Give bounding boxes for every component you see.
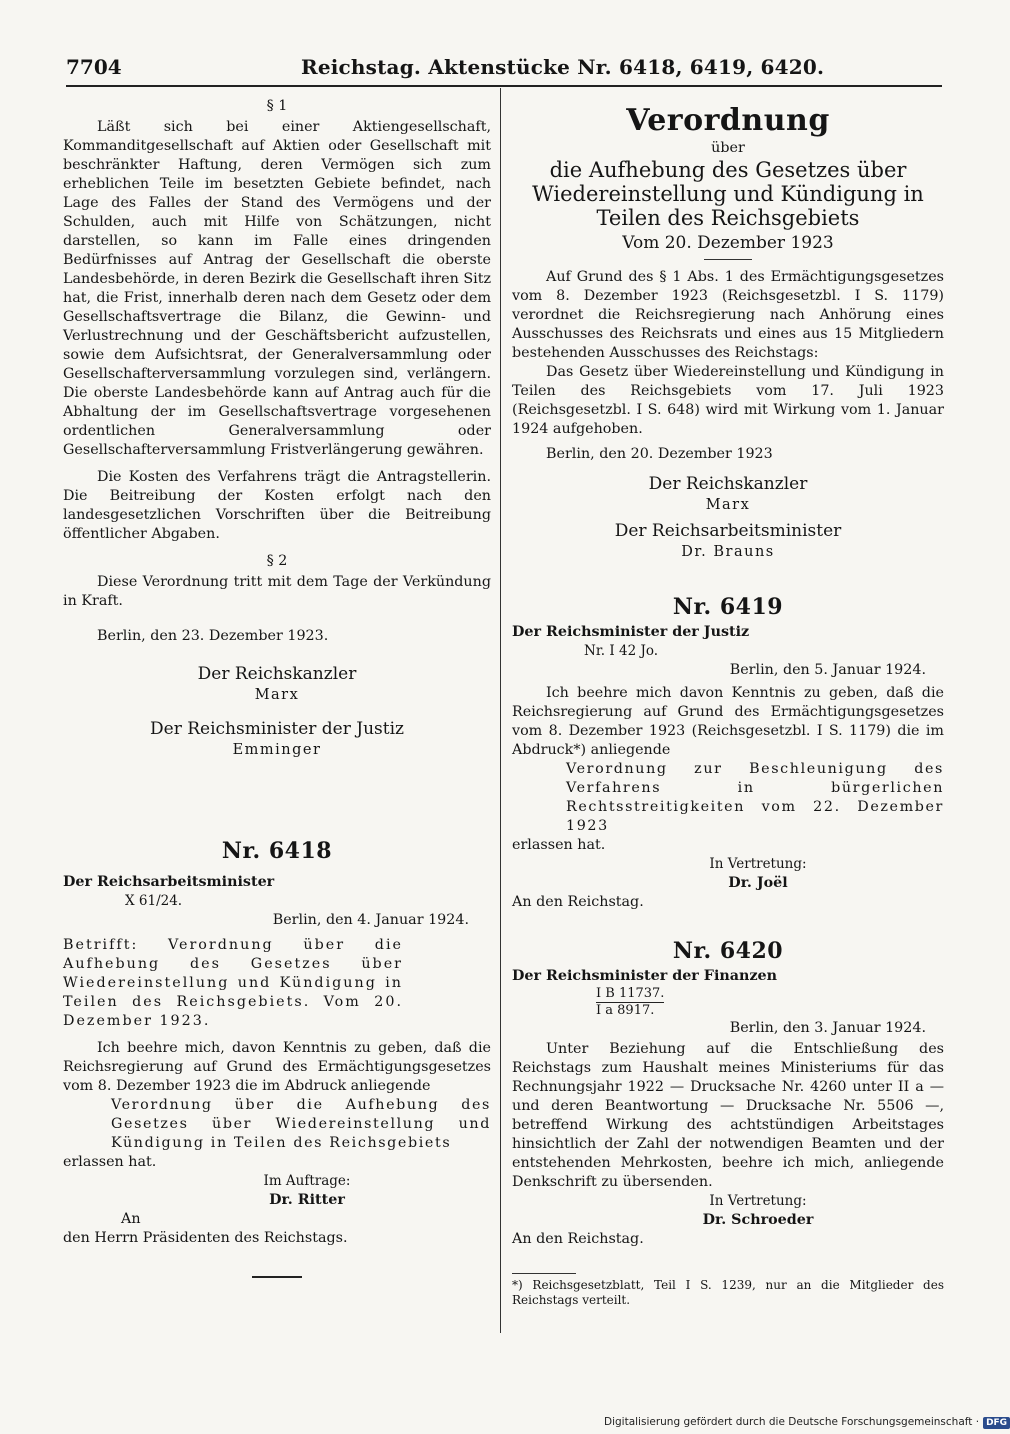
footnote: *) Reichsgesetzblatt, Teil I S. 1239, nur an die Mitglieder des Reichstags verteilt.	[512, 1278, 944, 1307]
left-end-rule	[252, 1276, 302, 1278]
header-rule	[66, 85, 942, 87]
nr-6418-an: An	[121, 1211, 141, 1227]
credit-text: Digitalisierung gefördert durch die Deutsche Forschungsgemeinschaft ·	[604, 1416, 980, 1428]
running-header	[66, 55, 942, 83]
nr-6420-ref-top: I B 11737.	[596, 986, 665, 1001]
verordnung-subtitle: die Aufhebung des Gesetzes über Wiedereinstellung und Kündigung in Teilen des Reichsgebiets	[532, 158, 924, 230]
nr-6420-ref-bottom: I a 8917.	[596, 1003, 655, 1018]
right-sig-office-2: Der Reichsarbeitsminister	[614, 521, 842, 541]
nr-6420-title: Nr. 6420	[672, 938, 784, 964]
nr-6419-date: Berlin, den 5. Januar 1924.	[729, 662, 926, 678]
right-date-place: Berlin, den 20. Dezember 1923	[546, 446, 773, 462]
nr-6420-addressee: An den Reichstag.	[512, 1231, 644, 1247]
verordnung-body: Das Gesetz über Wiedereinstellung und Kündigung in Teilen des Reichsgebiets vom 17. Juli 1923 (Reichsgesetzbl. I S. 648) wird mit Wirkung vom 1. Januar 1924 aufgehoben.	[512, 364, 944, 437]
nr-6419-file-ref: Nr. I 42 Jo.	[584, 643, 659, 659]
nr-6420-ref-block	[512, 986, 944, 1019]
page-number: 7704	[66, 55, 122, 79]
right-column	[512, 97, 944, 1308]
nr-6419-erlassen: erlassen hat.	[512, 837, 606, 853]
nr-6419-vertretung: In Vertretung:	[709, 856, 807, 872]
verordnung-rule	[704, 259, 752, 260]
nr-6420-signer: Dr. Schroeder	[702, 1212, 814, 1228]
verordnung-date: Vom 20. Dezember 1923	[622, 233, 834, 253]
nr-6420-text: Unter Beziehung auf die Entschließung des Reichstags zum Haushalt meines Ministeriums für das Rechnungsjahr 1922 — Drucksache Nr. 4260 unter II a — und deren Beantwortung — Drucksache Nr. 5506 —, betreffend Wirkung des achtstündigen Arbeitstages hinsichtlich der Zahl der notwendigen Beamten und der entstehenden Mehrkosten, beehre ich mich, anliegende Denkschrift zu übersenden.	[512, 1041, 944, 1190]
section-1-heading: § 1	[266, 98, 288, 114]
nr-6418-file-ref: X 61/24.	[125, 893, 183, 909]
header-title: Reichstag. Aktenstücke Nr. 6418, 6419, 6420.	[301, 55, 825, 79]
section-2-text: Diese Verordnung tritt mit dem Tage der Verkündung in Kraft.	[63, 574, 491, 609]
nr-6418-addressee: den Herrn Präsidenten des Reichstags.	[63, 1230, 348, 1246]
verordnung-preamble: Auf Grund des § 1 Abs. 1 des Ermächtigungsgesetzes vom 8. Dezember 1923 (Reichsgesetzbl. I S. 1179) verordnet die Reichsregierung nach Anhörung eines Ausschusses des Reichsrats und eines aus 15 Mitgliedern bestehenden Ausschusses des Reichstags:	[512, 269, 944, 361]
verordnung-title: Verordnung	[626, 103, 830, 138]
right-sig-name-1: Marx	[705, 497, 751, 513]
nr-6418-letter-text: Ich beehre mich, davon Kenntnis zu geben, daß die Reichsregierung auf Grund des Ermächtigungsgesetzes vom 8. Dezember 1923 die im Abdruck anliegende	[63, 1040, 491, 1094]
column-divider	[500, 88, 501, 1333]
left-sig-name-2: Emminger	[232, 742, 322, 758]
right-sig-office-1: Der Reichskanzler	[648, 474, 808, 494]
left-sig-office-1: Der Reichskanzler	[197, 664, 357, 684]
nr-6420-vertretung: In Vertretung:	[709, 1193, 807, 1209]
nr-6418-auftrag: Im Auftrage:	[263, 1173, 351, 1189]
digitization-credit	[604, 1416, 1010, 1429]
right-sig-name-2: Dr. Brauns	[681, 544, 775, 560]
nr-6419-title: Nr. 6419	[672, 594, 784, 620]
dfg-logo: DFG	[983, 1417, 1010, 1429]
nr-6419-sender: Der Reichsminister der Justiz	[512, 624, 750, 640]
left-column	[63, 97, 491, 1278]
costs-text: Die Kosten des Verfahrens trägt die Antragstellerin. Die Beitreibung der Kosten erfolgt nach den landesgesetzlichen Vorschriften über die Beitreibung öffentlicher Abgaben.	[63, 469, 491, 542]
footnote-rule	[512, 1273, 576, 1274]
section-1-text: Läßt sich bei einer Aktiengesellschaft, Kommanditgesellschaft auf Aktien oder Gesellschaft mit beschränkter Haftung, deren Vermögen sich zum erheblichen Teile im besetzten Gebiete befindet, nach Lage des Falles der Stand des Vermögens und der Schulden, auch mit Hilfe von Schätzungen, nicht darstellen, so kann im Falle eines dringenden Bedürfnisses auf Antrag der Gesellschaft die oberste Landesbehörde, in deren Bezirk die Gesellschaft ihren Sitz hat, die Frist, innerhalb deren nach dem Gesetz oder dem Gesellschaftsvertrage die Bilanz, die Gewinn- und Verlustrechnung und der Geschäftsbericht aufzustellen, sowie dem Aufsichtsrat, der Generalversammlung oder Gesellschafterversammlung vorzulegen sind, verlängern. Die oberste Landesbehörde kann auf Antrag auch für die Abhaltung der im Gesellschaftsvertrage vorgesehenen ordentlichen Generalversammlung oder Gesellschafterversammlung Fristverlängerung gewähren.	[63, 119, 491, 458]
nr-6418-title: Nr. 6418	[221, 838, 333, 864]
nr-6420-date: Berlin, den 3. Januar 1924.	[729, 1020, 926, 1036]
left-sig-name-1: Marx	[254, 687, 300, 703]
left-sig-office-2: Der Reichsminister der Justiz	[150, 719, 404, 739]
left-date-place: Berlin, den 23. Dezember 1923.	[97, 628, 329, 644]
nr-6419-addressee: An den Reichstag.	[512, 894, 644, 910]
verordnung-ueber: über	[711, 140, 745, 156]
section-2-heading: § 2	[266, 553, 288, 569]
nr-6418-erlassen: erlassen hat.	[63, 1154, 157, 1170]
nr-6420-sender: Der Reichsminister der Finanzen	[512, 968, 778, 984]
nr-6419-signer: Dr. Joël	[728, 875, 788, 891]
nr-6418-signer: Dr. Ritter	[269, 1192, 345, 1208]
nr-6418-betrifft: Betrifft: Verordnung über die Aufhebung des Gesetzes über Wiedereinstellung und Kündigung in Teilen des Reichsgebiets. Vom 20. Dezember 1923.	[63, 937, 403, 1029]
nr-6419-quoted: Verordnung zur Beschleunigung des Verfahrens in bürgerlichen Rechtsstreitigkeiten vom 22. Dezember 1923	[566, 761, 944, 834]
nr-6418-sender: Der Reichsarbeitsminister	[63, 874, 275, 890]
nr-6419-text: Ich beehre mich davon Kenntnis zu geben, daß die Reichsregierung auf Grund des Ermächtigungsgesetzes vom 8. Dezember 1923 (Reichsgesetzbl. I S. 1179) die im Abdruck*) anliegende	[512, 685, 944, 758]
nr-6418-quoted: Verordnung über die Aufhebung des Gesetzes über Wiedereinstellung und Kündigung in Teilen des Reichsgebiets	[111, 1097, 491, 1151]
nr-6418-date: Berlin, den 4. Januar 1924.	[272, 912, 469, 928]
